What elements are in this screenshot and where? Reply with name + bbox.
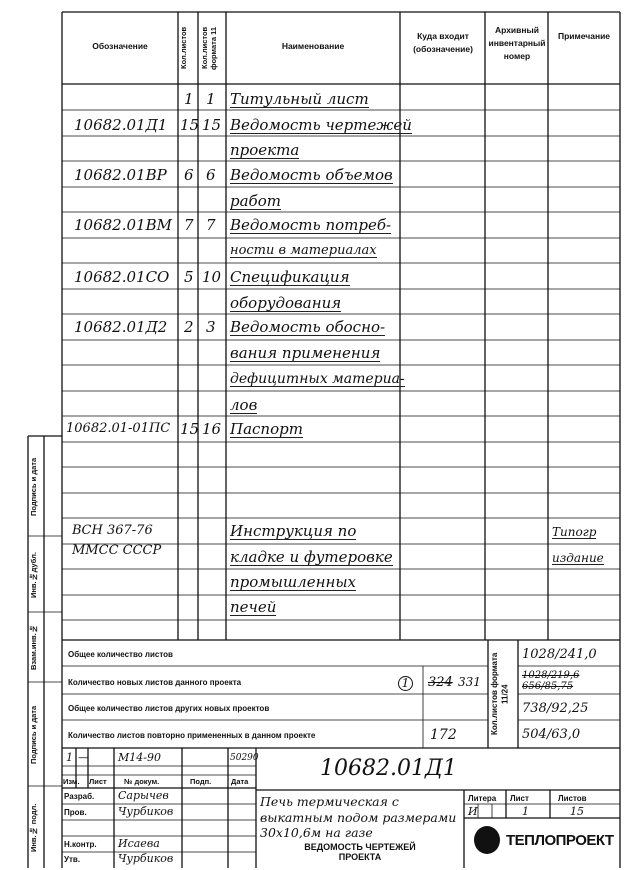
- row2-count: 15: [180, 116, 200, 134]
- row2-name-line1: Ведомость чертежей: [230, 116, 412, 134]
- format-value-1: 1028/241,0: [522, 647, 597, 662]
- change-sheet: —: [78, 751, 89, 764]
- row6-name-line2: вания применения: [230, 344, 381, 362]
- side-label-dup-inv: Инв.№дубл.: [29, 552, 38, 598]
- row1-format-count: 1: [206, 90, 216, 108]
- row5-name-line2: оборудования: [230, 294, 342, 312]
- role-checker: Пров.: [64, 808, 87, 817]
- row3-name-line1: Ведомость объемов: [230, 166, 393, 184]
- row5-count: 5: [184, 268, 194, 286]
- row7-name: Паспорт: [230, 420, 303, 438]
- row7-format-count: 16: [202, 420, 222, 438]
- side-label-signature-date-bottom: Подпись и дата: [29, 705, 38, 765]
- new-sheets-marker: 1: [398, 676, 413, 691]
- row2-designation: 10682.01Д1: [74, 116, 168, 134]
- row1-name: Титульный лист: [230, 90, 369, 108]
- row6-name-line3: дефицитных материа-: [230, 371, 405, 387]
- row7-count: 15: [180, 420, 200, 438]
- header-sheet-count: Кол.листов: [179, 26, 188, 70]
- name-checker: Чурбиков: [118, 805, 174, 818]
- row5-designation: 10682.01СО: [74, 268, 170, 286]
- side-label-replace-inv: Взам.инв.№: [29, 624, 38, 670]
- row3-format-count: 6: [206, 166, 216, 184]
- col-header-sign: Подп.: [190, 777, 212, 786]
- reused-value: 172: [430, 727, 457, 743]
- name-approver: Чурбиков: [118, 852, 174, 865]
- row7-designation: 10682.01-01ПС: [66, 421, 171, 436]
- name-developer: Сарычев: [118, 789, 169, 802]
- reused-label: Количество листов повторно примененных в данном проекте: [68, 731, 316, 740]
- stage-value: И: [468, 805, 478, 818]
- sheet-value: 1: [522, 805, 529, 818]
- row8-name-line3: промышленных: [230, 573, 357, 591]
- row3-name-line2: работ: [230, 192, 281, 210]
- format-value-3: 738/92,25: [522, 701, 589, 716]
- object-description: Печь термическая с выкатным подом размерами 30х10,6м на газе: [260, 794, 457, 841]
- row4-designation: 10682.01ВМ: [74, 216, 172, 234]
- change-doc: М14-90: [118, 751, 161, 764]
- format-value-2: 1028/219,6 656/85,75: [522, 670, 580, 692]
- row6-count: 2: [184, 318, 194, 336]
- change-date: 50290: [230, 753, 259, 763]
- format-header: Кол.листов формата 11/24: [490, 652, 510, 736]
- org-logo-icon: [474, 826, 500, 854]
- header-sheet-count-format: Кол.листов формата 11: [200, 26, 218, 70]
- new-sheets-struck: 324: [428, 675, 453, 690]
- row8-name-line1: Инструкция по: [230, 522, 357, 540]
- side-label-original-inv: Инв.№ подл.: [29, 803, 38, 853]
- stage-label: Литера: [468, 794, 497, 803]
- sheet-label: Лист: [510, 794, 529, 803]
- header-name: Наименование: [281, 41, 345, 51]
- row2-format-count: 15: [202, 116, 222, 134]
- col-header-doc: № докум.: [124, 777, 160, 786]
- row5-name-line1: Спецификация: [230, 268, 350, 286]
- role-approver: Утв.: [64, 855, 81, 864]
- side-label-signature-date-top: Подпись и дата: [29, 457, 38, 517]
- row3-count: 6: [184, 166, 194, 184]
- new-sheets-label: Количество новых листов данного проекта: [68, 678, 242, 687]
- col-header-date: Дата: [231, 777, 249, 786]
- row8-note-line2: издание: [552, 551, 604, 565]
- document-title: ВЕДОМОСТЬ ЧЕРТЕЖЕЙ ПРОЕКТА: [304, 842, 416, 863]
- header-goes-into: Куда входит (обозначение): [413, 31, 473, 54]
- row4-count: 7: [184, 216, 194, 234]
- col-header-sheet: Лист: [89, 777, 107, 786]
- row1-count: 1: [184, 90, 194, 108]
- role-norm-control: Н.контр.: [64, 840, 97, 849]
- header-note: Примечание: [557, 31, 611, 41]
- role-developer: Разраб.: [64, 792, 95, 801]
- organization-name: ТЕПЛОПРОЕКТ: [506, 832, 614, 849]
- change-number: 1: [66, 751, 73, 764]
- row3-designation: 10682.01ВР: [74, 166, 167, 184]
- sheets-value: 15: [570, 805, 584, 818]
- col-header-change: Изм.: [63, 777, 80, 786]
- row5-format-count: 10: [202, 268, 222, 286]
- row6-format-count: 3: [206, 318, 216, 336]
- sheets-label: Листов: [558, 794, 587, 803]
- total-sheets-label: Общее количество листов: [68, 650, 173, 659]
- row2-name-line2: проекта: [230, 141, 300, 159]
- other-new-label: Общее количество листов других новых проектов: [68, 704, 270, 713]
- row8-name-line2: кладке и футеровке: [230, 548, 393, 566]
- row4-format-count: 7: [206, 216, 216, 234]
- row8-designation-line2: ММСС СССР: [72, 543, 162, 558]
- row4-name-line1: Ведомость потреб-: [230, 216, 392, 234]
- row6-name-line1: Ведомость обосно-: [230, 318, 386, 336]
- row6-name-line4: лов: [230, 396, 258, 414]
- row6-designation: 10682.01Д2: [74, 318, 168, 336]
- header-designation: Обозначение: [92, 41, 148, 51]
- name-norm-control: Исаева: [118, 837, 160, 850]
- format-value-4: 504/63,0: [522, 727, 581, 742]
- row8-designation-line1: ВСН 367-76: [72, 523, 153, 538]
- row8-name-line4: печей: [230, 598, 277, 616]
- row8-note-line1: Типогр: [552, 525, 597, 539]
- header-archive-number: Архивный инвентарный номер: [488, 25, 546, 61]
- document-number: 10682.01Д1: [320, 756, 457, 781]
- new-sheets-value: 331: [458, 675, 481, 689]
- row4-name-line2: ности в материалах: [230, 243, 377, 258]
